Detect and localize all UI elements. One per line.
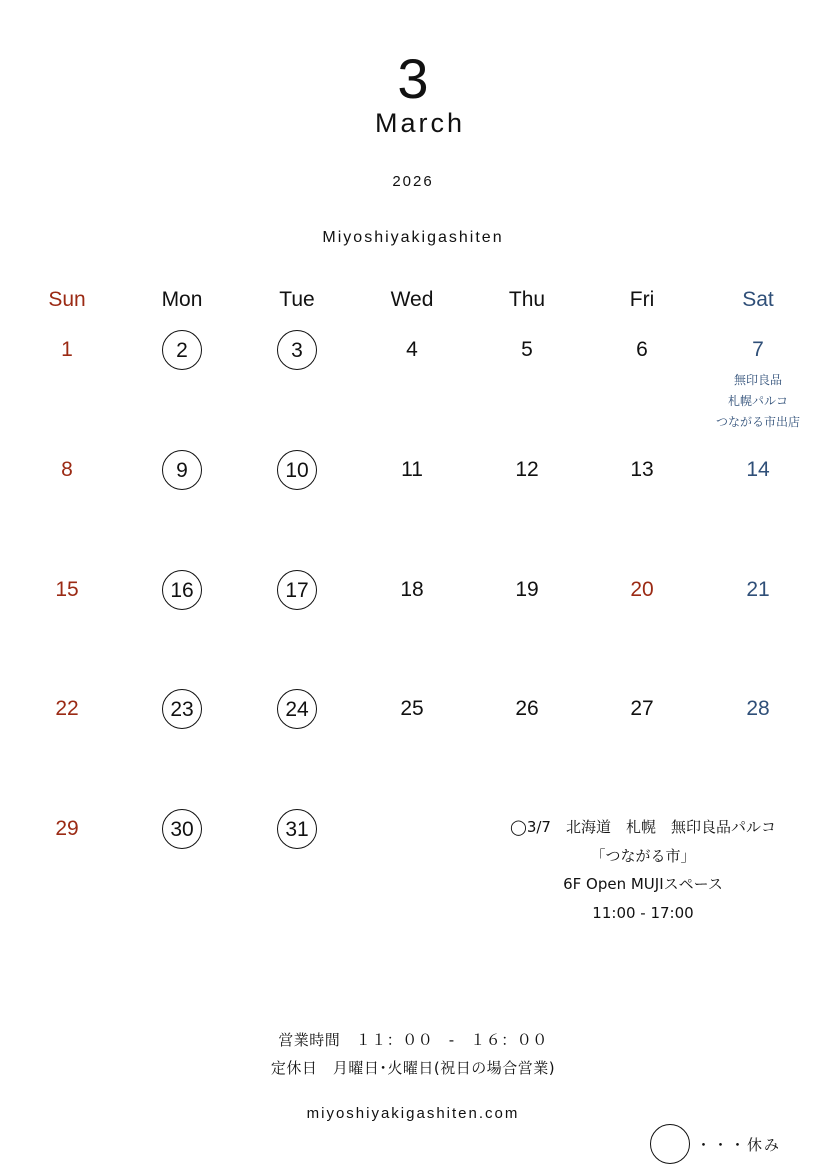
closed-days: 定休日 月曜日･火曜日(祝日の場合営業) bbox=[270, 1059, 556, 1077]
day-17: 17 bbox=[277, 570, 317, 610]
day-23: 23 bbox=[162, 689, 202, 729]
day-2: 2 bbox=[162, 330, 202, 370]
event-line: 「つながる市」 bbox=[590, 846, 696, 865]
day-31: 31 bbox=[277, 809, 317, 849]
weekday-wed: Wed bbox=[390, 288, 434, 311]
day-11: 11 bbox=[401, 458, 423, 481]
weekday-sat: Sat bbox=[742, 288, 774, 311]
day-4: 4 bbox=[406, 338, 418, 361]
day-note-line: 無印良品 bbox=[733, 373, 782, 387]
day-9: 9 bbox=[162, 450, 202, 490]
website: miyoshiyakigashiten.com bbox=[306, 1105, 520, 1122]
event-line: 6F Open MUJIスペース bbox=[563, 875, 723, 893]
day-30: 30 bbox=[162, 809, 202, 849]
weekday-mon: Mon bbox=[161, 288, 203, 311]
day-18: 18 bbox=[400, 578, 424, 601]
day-14: 14 bbox=[746, 458, 770, 481]
day-19: 19 bbox=[515, 578, 539, 601]
day-21: 21 bbox=[746, 578, 770, 601]
shop-name: Miyoshiyakigashiten bbox=[322, 229, 504, 246]
day-1: 1 bbox=[61, 338, 73, 361]
weekday-tue: Tue bbox=[279, 288, 315, 311]
day-7: 7 bbox=[752, 338, 764, 361]
day-16: 16 bbox=[162, 570, 202, 610]
business-hours: 営業時間 １１：００ - １６：００ bbox=[278, 1031, 548, 1049]
weekday-sun: Sun bbox=[48, 288, 86, 311]
month-name: March bbox=[374, 108, 465, 138]
day-8: 8 bbox=[61, 458, 73, 481]
month-number: 3 bbox=[397, 47, 429, 110]
day-29: 29 bbox=[55, 817, 79, 840]
event-line: 11:00 - 17:00 bbox=[592, 903, 694, 922]
legend-label: ・・・休み bbox=[696, 1136, 782, 1154]
day-note-line: 札幌パルコ bbox=[727, 394, 788, 408]
day-15: 15 bbox=[55, 578, 79, 601]
day-26: 26 bbox=[515, 697, 539, 720]
day-22: 22 bbox=[55, 697, 79, 720]
day-20: 20 bbox=[630, 578, 654, 601]
day-12: 12 bbox=[515, 458, 539, 481]
year: 2026 bbox=[392, 173, 434, 190]
day-5: 5 bbox=[521, 338, 533, 361]
day-10: 10 bbox=[277, 450, 317, 490]
day-13: 13 bbox=[630, 458, 654, 481]
day-25: 25 bbox=[400, 697, 424, 720]
weekday-thu: Thu bbox=[508, 288, 546, 311]
day-note bbox=[700, 370, 816, 433]
event-line: ◯3/7 北海道 札幌 無印良品パルコ bbox=[510, 818, 776, 836]
day-28: 28 bbox=[746, 697, 770, 720]
day-27: 27 bbox=[630, 697, 654, 720]
day-6: 6 bbox=[636, 338, 648, 361]
weekday-fri: Fri bbox=[629, 288, 655, 311]
business-info bbox=[0, 1026, 826, 1082]
day-note-line: つながる市出店 bbox=[715, 415, 800, 429]
day-3: 3 bbox=[277, 330, 317, 370]
legend-circle-icon bbox=[650, 1124, 690, 1164]
day-24: 24 bbox=[277, 689, 317, 729]
event-info bbox=[478, 813, 808, 927]
